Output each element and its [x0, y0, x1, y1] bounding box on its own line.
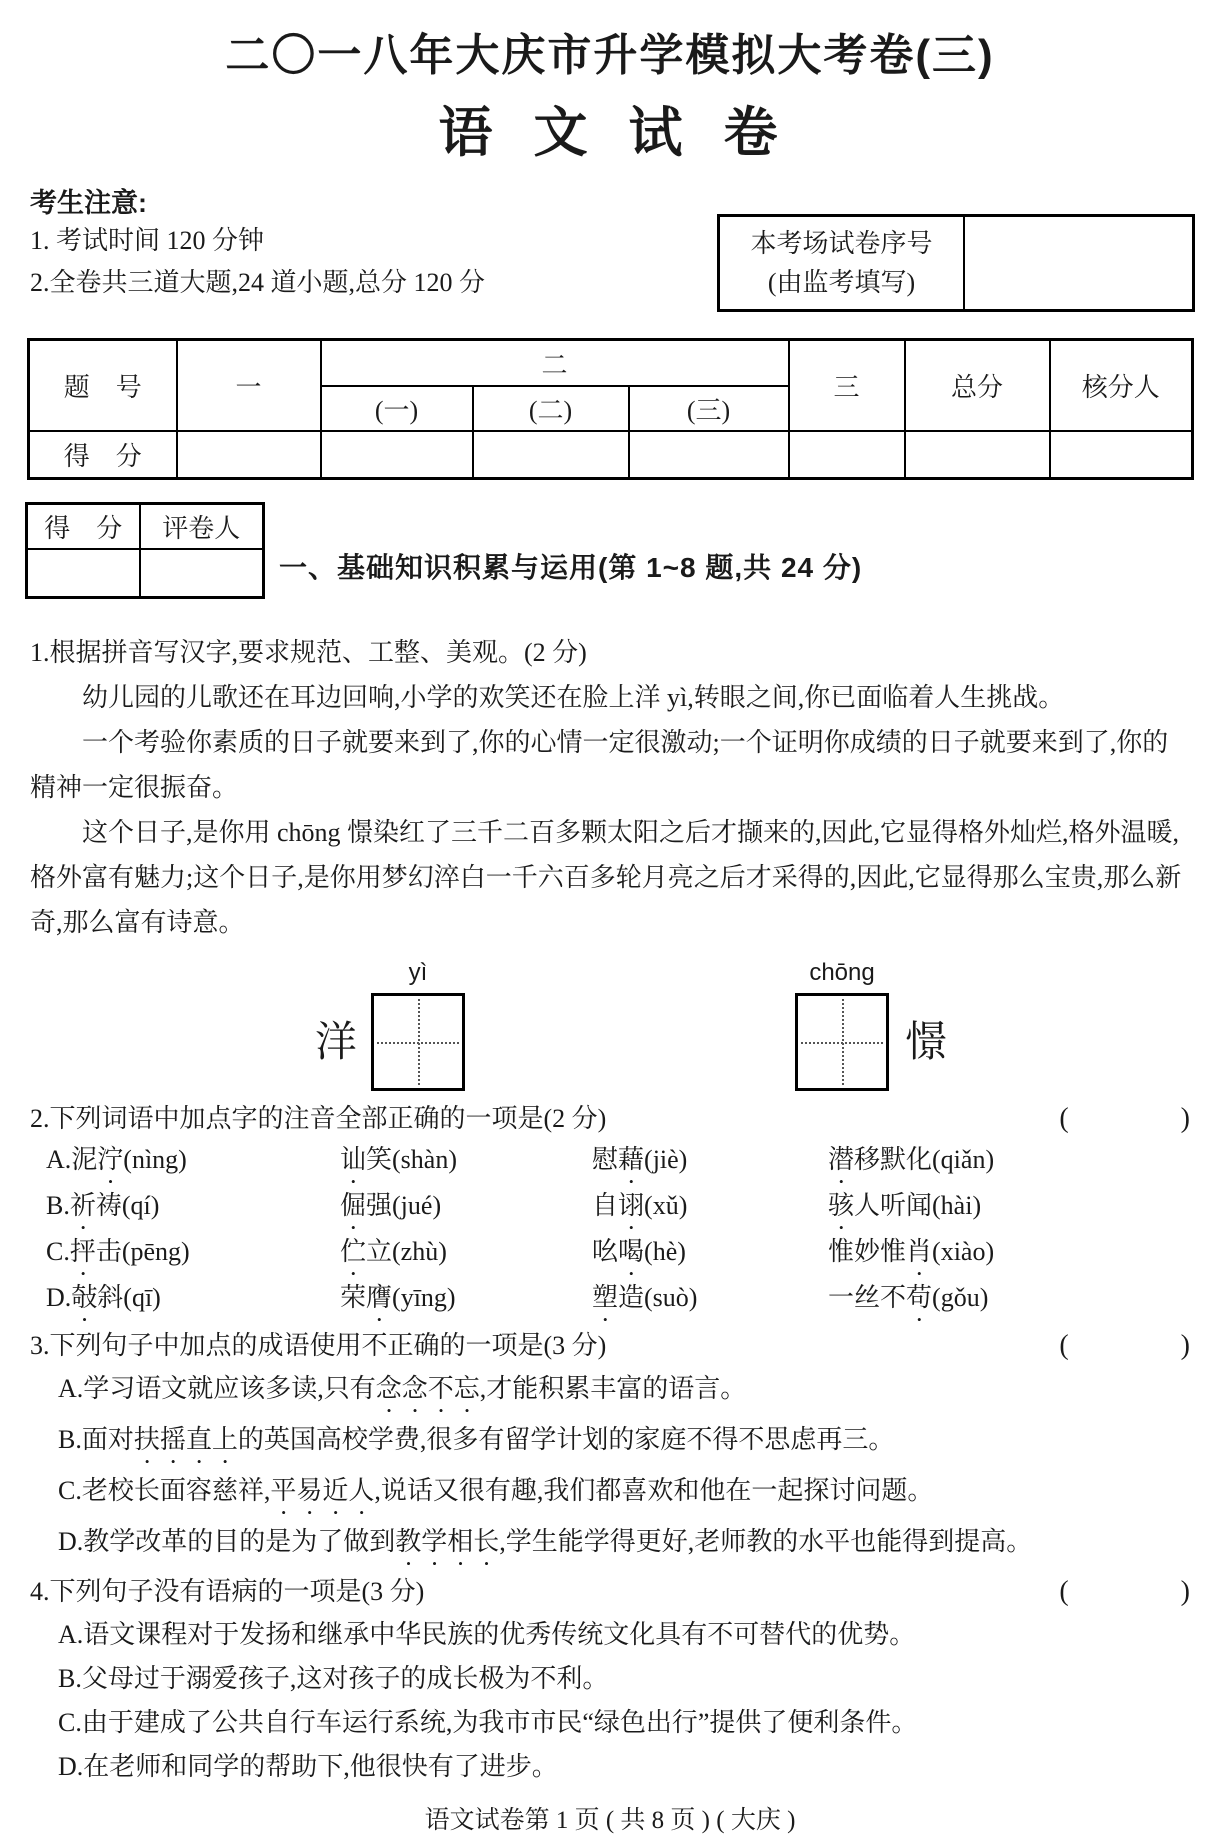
q2-option-b4: 骇人听闻(hài) — [828, 1191, 982, 1220]
practice-box-yi[interactable] — [371, 993, 465, 1091]
score-table-checker-header: 核分人 — [1050, 340, 1193, 432]
notice-item-1: 1. 考试时间 120 分钟 — [30, 226, 265, 255]
score-cell[interactable] — [789, 431, 905, 479]
q2-option-d1: D.敧斜(qī) — [46, 1283, 161, 1312]
q2-option-b2: 倔强(jué) — [340, 1191, 442, 1220]
score-cell[interactable] — [473, 431, 629, 479]
q3-option-b: B.面对扶摇直上的英国高校学费,很多有留学计划的家庭不得不思虑再三。 — [58, 1425, 895, 1454]
question4-stem: 4.下列句子没有语病的一项是(3 分) — [30, 1577, 425, 1606]
practice-box-chong[interactable] — [795, 993, 889, 1091]
q2-option-a1: A.泥泞(nìng) — [46, 1145, 187, 1174]
exam-title: 二〇一八年大庆市升学模拟大考卷(三) — [225, 31, 995, 80]
q2-option-d3: 塑造(suò) — [592, 1283, 698, 1312]
character-practice-row — [315, 959, 1194, 1091]
section1-header-row — [25, 502, 1220, 599]
grader-box-grader-cell[interactable] — [140, 549, 264, 598]
score-table-col-three: 三 — [789, 340, 905, 432]
score-cell[interactable] — [1050, 431, 1193, 479]
q3-option-c: C.老校长面容慈祥,平易近人,说话又很有趣,我们都喜欢和他在一起探讨问题。 — [58, 1476, 934, 1505]
exam-subject-title: 语 文 试 卷 — [438, 103, 782, 163]
q4-option-d: D.在老师和同学的帮助下,他很快有了进步。 — [58, 1752, 558, 1781]
question1-paragraph: 这个日子,是你用 chōng 憬染红了三千二百多颗太阳之后才撷来的,因此,它显得格外灿烂,格外温暖,格外富有魅力;这个日子,是你用梦幻淬白一千六百多轮月亮之后才采得的,因此,它显得那么宝贵,那么新奇,那么富有诗意。 — [30, 818, 1182, 937]
q2-option-c3: 吆喝(hè) — [592, 1237, 686, 1266]
q2-option-a3: 慰藉(jiè) — [592, 1145, 688, 1174]
pinyin-label-chong: chōng — [809, 959, 875, 986]
score-row-label: 得 分 — [29, 431, 177, 479]
page-footer: 语文试卷第 1 页 ( 共 8 页 ) ( 大庆 ) — [424, 1807, 796, 1834]
question1-paragraph: 幼儿园的儿歌还在耳边回响,小学的欢笑还在脸上洋 yì,转眼之间,你已面临着人生挑战。 — [82, 683, 1065, 712]
score-cell[interactable] — [321, 431, 473, 479]
questions-area — [30, 631, 1194, 1789]
score-table-sub1: (一) — [321, 386, 473, 431]
serial-number-label-line2: (由监考填写) — [767, 268, 916, 297]
serial-number-box — [717, 214, 1195, 312]
score-table-total-header: 总分 — [905, 340, 1050, 432]
given-char-jing: 憬 — [905, 1020, 948, 1066]
score-summary-table — [27, 338, 1194, 480]
score-cell[interactable] — [177, 431, 321, 479]
score-table-col-one: 一 — [177, 340, 321, 432]
practice-group-chong — [795, 959, 947, 1091]
score-table-col-two: 二 — [321, 340, 789, 387]
serial-number-label — [720, 217, 965, 309]
question3-answer-bracket[interactable]: ( ) — [1059, 1330, 1190, 1361]
q2-option-c1: C.抨击(pēng) — [46, 1237, 190, 1266]
q3-option-d: D.教学改革的目的是为了做到教学相长,学生能学得更好,老师教的水平也能得到提高。 — [58, 1527, 1033, 1556]
q2-option-d4: 一丝不苟(gǒu) — [828, 1283, 989, 1312]
serial-number-field[interactable] — [965, 217, 1192, 309]
question4-answer-bracket[interactable]: ( ) — [1059, 1576, 1190, 1607]
question2-answer-bracket[interactable]: ( ) — [1059, 1103, 1190, 1134]
score-cell[interactable] — [629, 431, 789, 479]
grader-score-box — [25, 502, 265, 599]
q2-option-b1: B.祈祷(qí) — [46, 1191, 160, 1220]
given-char-yang: 洋 — [315, 1020, 358, 1066]
notice-section — [30, 188, 1190, 302]
q2-option-b3: 自诩(xǔ) — [592, 1191, 688, 1220]
question3-stem: 3.下列句子中加点的成语使用不正确的一项是(3 分) — [30, 1331, 607, 1360]
practice-group-yi — [315, 959, 465, 1091]
grader-box-score-label: 得 分 — [27, 504, 140, 550]
question4-stem-row — [30, 1571, 1194, 1613]
pinyin-label-yi: yì — [408, 959, 428, 986]
question2-stem: 2.下列词语中加点字的注音全部正确的一项是(2 分) — [30, 1104, 607, 1133]
score-table-qnum-header: 题 号 — [29, 340, 177, 432]
q4-option-c: C.由于建成了公共自行车运行系统,为我市市民“绿色出行”提供了便利条件。 — [58, 1708, 918, 1737]
score-table-sub3: (三) — [629, 386, 789, 431]
question1-paragraph: 一个考验你素质的日子就要来到了,你的心情一定很激动;一个证明你成绩的日子就要来到了,你的精神一定很振奋。 — [30, 728, 1169, 802]
grader-box-grader-label: 评卷人 — [140, 504, 264, 550]
q2-option-a2: 讪笑(shàn) — [340, 1145, 457, 1174]
q4-option-b: B.父母过于溺爱孩子,这对孩子的成长极为不利。 — [58, 1664, 609, 1693]
score-table-sub2: (二) — [473, 386, 629, 431]
q3-option-a: A.学习语文就应该多读,只有念念不忘,才能积累丰富的语言。 — [58, 1374, 747, 1403]
q2-option-c4: 惟妙惟肖(xiào) — [828, 1237, 995, 1266]
question3-stem-row — [30, 1325, 1194, 1367]
notice-heading: 考生注意: — [30, 188, 147, 218]
score-cell[interactable] — [905, 431, 1050, 479]
q2-option-d2: 荣膺(yīng) — [340, 1283, 456, 1312]
question2-stem-row — [30, 1097, 1194, 1141]
question2-options-grid — [46, 1141, 1194, 1325]
notice-item-2: 2.全卷共三道大题,24 道小题,总分 120 分 — [30, 268, 486, 297]
q4-option-a: A.语文课程对于发扬和继承中华民族的优秀传统文化具有不可替代的优势。 — [58, 1620, 916, 1649]
question1-stem: 1.根据拼音写汉字,要求规范、工整、美观。(2 分) — [30, 638, 587, 667]
grader-box-score-cell[interactable] — [27, 549, 140, 598]
section1-heading: 一、基础知识积累与运用(第 1~8 题,共 24 分) — [279, 552, 863, 583]
q2-option-c2: 伫立(zhù) — [340, 1237, 447, 1266]
serial-number-label-line1: 本考场试卷序号 — [750, 229, 933, 258]
q2-option-a4: 潜移默化(qiǎn) — [828, 1145, 995, 1174]
